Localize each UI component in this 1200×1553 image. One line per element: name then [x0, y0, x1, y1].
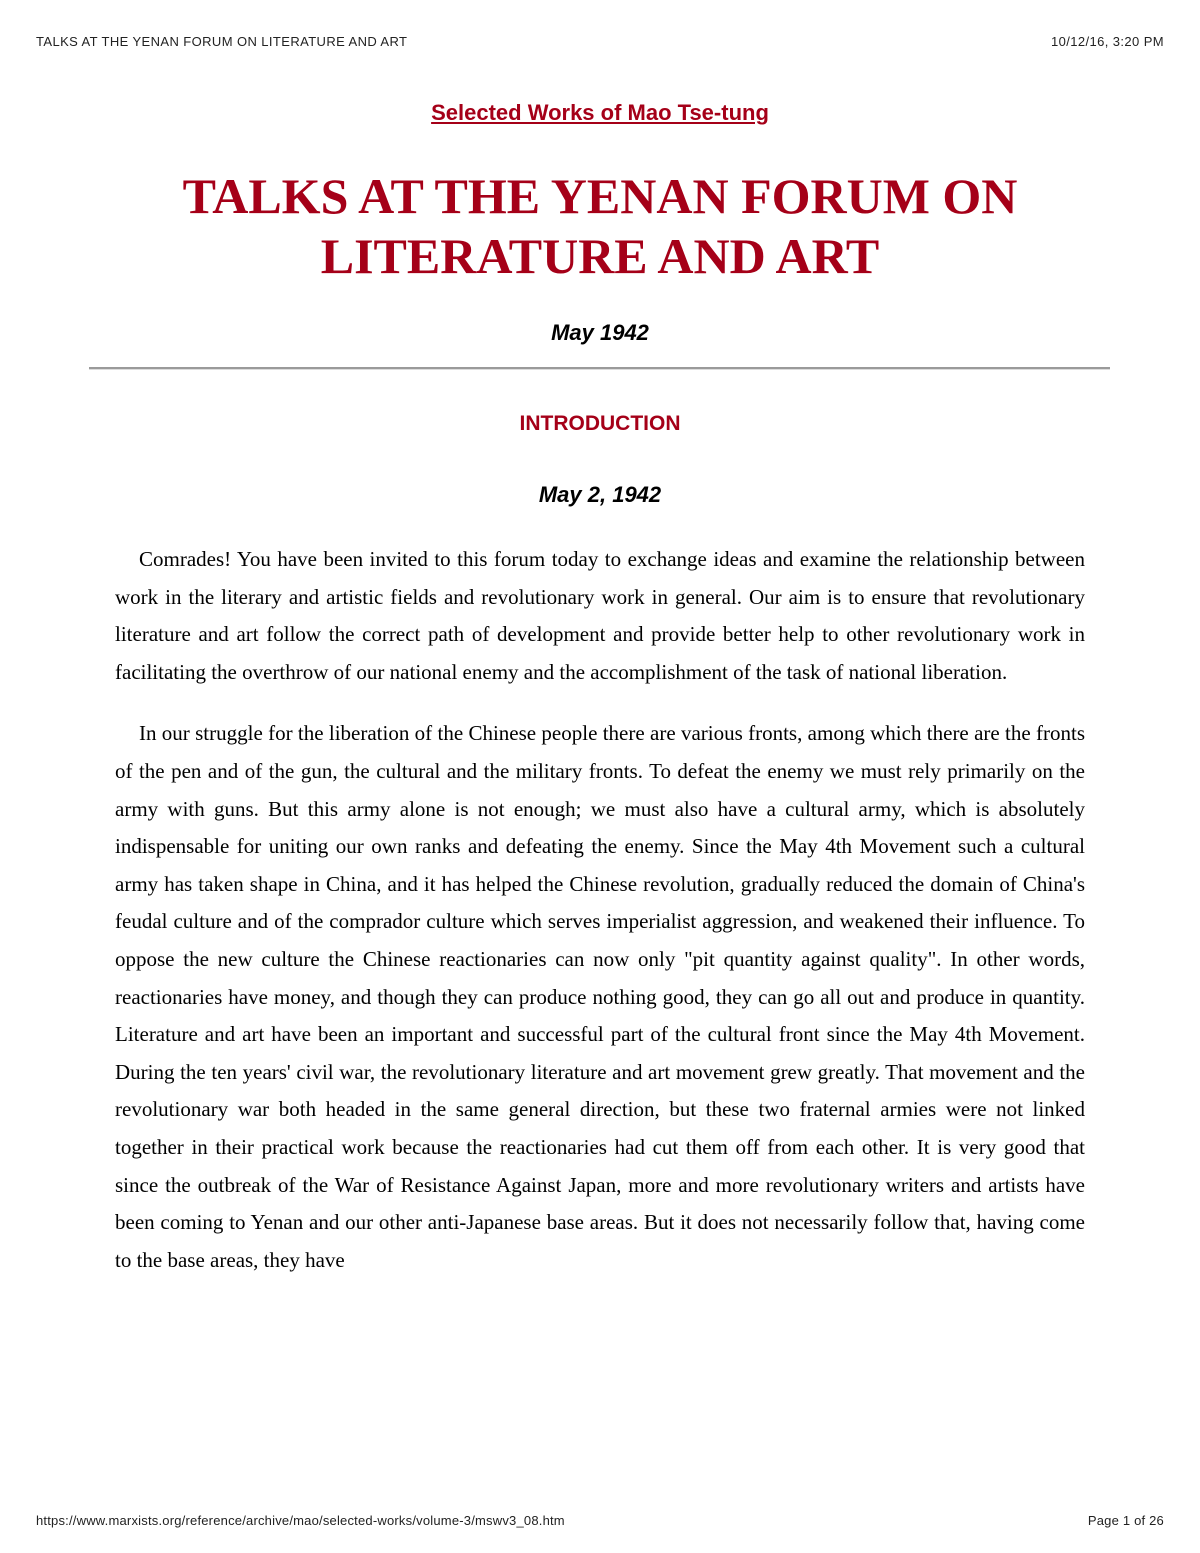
- print-header: [36, 34, 1164, 49]
- body-text: [115, 541, 1085, 1303]
- section-date: May 2, 1942: [538, 482, 662, 507]
- series-link[interactable]: Selected Works of Mao Tse-tung: [431, 100, 769, 125]
- print-header-timestamp: 10/12/16, 3:20 PM: [1050, 34, 1164, 49]
- print-footer-url: https://www.marxists.org/reference/archive/mao/selected-works/volume-3/mswv3_08.htm: [36, 1513, 565, 1528]
- paragraph: Comrades! You have been invited to this forum today to exchange ideas and examine the relationship between work in the literary and artistic fields and revolutionary work in general. Our aim is to ensure that revolutionary literature and art follow the correct path of development and provide better help to other revolutionary work in facilitating the overthrow of our national enemy and the accomplishment of the task of national liberation.: [115, 547, 1085, 684]
- print-footer: [36, 1513, 1164, 1528]
- horizontal-divider: [89, 367, 1110, 370]
- document-date: May 1942: [551, 320, 649, 345]
- page-title: TALKS AT THE YENAN FORUM ON LITERATURE AND ART: [182, 168, 1018, 284]
- page-number: Page 1 of 26: [1087, 1513, 1164, 1528]
- paragraph: In our struggle for the liberation of the Chinese people there are various fronts, among which there are the fronts of the pen and of the gun, the cultural and the military fronts. To defeat the enemy we must rely primarily on the army with guns. But this army alone is not enough; we must also have a cultural army, which is absolutely indispensable for uniting our own ranks and defeating the enemy. Since the May 4th Movement such a cultural army has taken shape in China, and it has helped the Chinese revolution, gradually reduced the domain of China's feudal culture and of the comprador culture which serves imperialist aggression, and weakened their influence. To oppose the new culture the Chinese reactionaries can now only "pit quantity against quality". In other words, reactionaries have money, and though they can produce nothing good, they can go all out and produce in quantity. Literature and art have been an important and successful part of the cultural front since the May 4th Movement. During the ten years' civil war, the revolutionary literature and art movement grew greatly. That movement and the revolutionary war both headed in the same general direction, but these two fraternal armies were not linked together in their practical work because the reactionaries had cut them off from each other. It is very good that since the outbreak of the War of Resistance Against Japan, more and more revolutionary writers and artists have been coming to Yenan and our other anti-Japanese base areas. But it does not necessarily follow that, having come to the base areas, they have: [115, 721, 1085, 1272]
- section-heading: INTRODUCTION: [519, 412, 681, 435]
- print-header-title: TALKS AT THE YENAN FORUM ON LITERATURE AND ART: [36, 34, 408, 49]
